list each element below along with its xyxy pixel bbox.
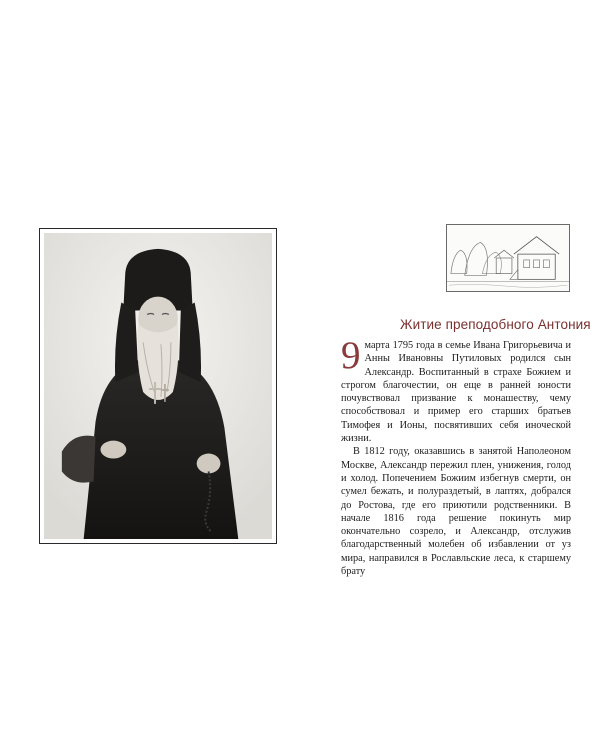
portrait-frame: [39, 228, 277, 544]
drop-cap: 9: [341, 334, 361, 377]
body-text: [341, 334, 571, 578]
portrait-photo: [44, 233, 272, 539]
paragraph-2: В 1812 году, оказавшись в занятой Наполеоном Москве, Александр пережил плен, унижения, голод и холод. Попечением Божиим избегнув смерти, он сумел бежать, и полураздетый, в лаптях, добрался до Ростова, где его приютили родственники. В начале 1816 года решение покинуть мир окончательно созрело, и Александр, отслужив благодарственный молебен об избавлении от уз мира, направился в Рославльские леса, к старшему брату: [341, 446, 571, 578]
monastery-sketch: [446, 224, 570, 292]
paragraph-1: марта 1795 года в семье Ивана Григорьевича и Анны Ивановны Путиловых родился сын Александр. Воспитанный в страхе Божием и строгом благочестии, он еще в ранней юности почувствовал призвание к монашеству, чему способствовал и пример его старших братьев Тимофея и Ионы, посвятивших себя иноческой жизни.: [341, 340, 571, 445]
chapter-title: Житие преподобного Антония: [400, 317, 591, 332]
